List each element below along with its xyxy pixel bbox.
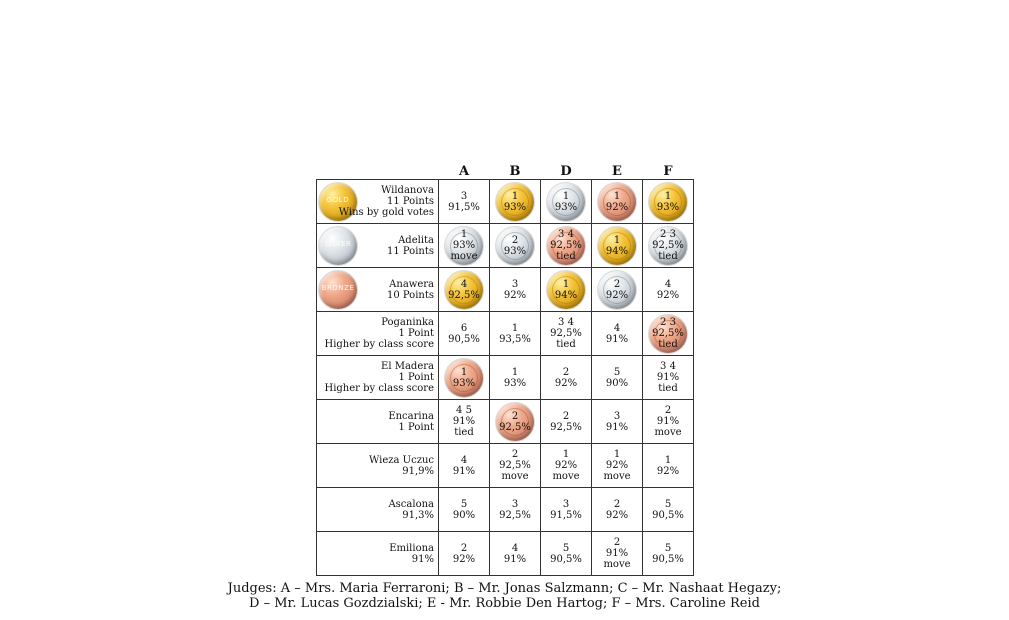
score-percent: 93% (503, 377, 527, 389)
score-percent: 91,5% (448, 201, 480, 213)
placing: 1 (613, 190, 621, 202)
score-lines (490, 191, 540, 213)
horse-note: 1 Point (398, 328, 434, 339)
score-percent: 92% (503, 289, 527, 301)
horse-row (317, 268, 694, 312)
score-percent: 92% (554, 377, 578, 389)
score-cell (490, 532, 541, 576)
horse-name-lines (317, 499, 434, 521)
score-lines (490, 367, 540, 389)
placing: 1 (562, 449, 570, 460)
score-lines (490, 499, 540, 521)
score-lines (541, 317, 591, 350)
judge-column-header: D (560, 164, 572, 179)
horse-note: Higher by class score (324, 339, 434, 350)
score-cell (439, 312, 490, 356)
score-cell (541, 488, 592, 532)
score-lines (541, 229, 591, 262)
placing: 2 (613, 498, 621, 510)
placing: 2 (562, 410, 570, 422)
score-percent: 93,5% (499, 333, 531, 345)
placing: 3 (460, 190, 468, 202)
horse-row (317, 400, 694, 444)
judges-line-2: D – Mr. Lucas Gozdzialski; E - Mr. Robbie Den Hartog; F – Mrs. Caroline Reid (249, 596, 760, 611)
score-percent: 91% (452, 416, 476, 427)
horse-note: 1 Point (398, 421, 434, 433)
placing: 3 (511, 498, 519, 510)
horse-note: 11 Points (386, 196, 434, 207)
score-note: move (501, 471, 529, 482)
horse-row (317, 488, 694, 532)
score-note: tied (658, 383, 678, 394)
score-lines (592, 279, 642, 301)
placing: 4 5 (456, 405, 472, 416)
placing: 5 (664, 542, 672, 554)
results-body (317, 180, 694, 576)
horse-name-lines (317, 317, 434, 350)
score-cell (439, 356, 490, 400)
score-lines (490, 543, 540, 565)
score-lines (439, 543, 489, 565)
horse-name-cell (317, 224, 439, 268)
score-cell (541, 312, 592, 356)
score-cell (490, 488, 541, 532)
placing: 2 3 (660, 317, 676, 328)
placing: 4 (613, 322, 621, 334)
score-lines (439, 405, 489, 438)
score-percent: 90,5% (448, 333, 480, 345)
score-cell (592, 532, 643, 576)
placing: 2 (562, 366, 570, 378)
score-cell (541, 444, 592, 488)
score-lines (439, 499, 489, 521)
score-cell (592, 400, 643, 444)
placing: 2 (511, 449, 519, 460)
score-cell (541, 224, 592, 268)
score-cell (643, 268, 694, 312)
placing: 1 (460, 229, 468, 240)
horse-name: Ascalona (388, 498, 434, 510)
horse-row (317, 532, 694, 576)
score-percent: 92% (554, 460, 578, 471)
placing: 5 (613, 366, 621, 378)
placing: 3 4 (558, 317, 574, 328)
horse-row (317, 224, 694, 268)
horse-name-cell (317, 532, 439, 576)
score-percent: 90% (452, 509, 476, 521)
score-percent: 92,5% (652, 328, 684, 339)
score-cell (643, 180, 694, 224)
score-lines (541, 191, 591, 213)
score-percent: 93% (503, 245, 527, 257)
placing: 5 (562, 542, 570, 554)
judge-column-header: F (663, 164, 673, 179)
results-table (316, 160, 694, 576)
score-cell (541, 400, 592, 444)
horse-row (317, 444, 694, 488)
placing: 2 3 (660, 229, 676, 240)
placing: 2 (511, 234, 519, 246)
score-percent: 93% (503, 201, 527, 213)
score-percent: 92,5% (499, 509, 531, 521)
score-cell (643, 444, 694, 488)
score-cell (592, 224, 643, 268)
score-cell (643, 312, 694, 356)
horse-note: 10 Points (386, 289, 434, 301)
score-percent: 92,5% (550, 328, 582, 339)
score-lines (592, 537, 642, 570)
placing: 2 (460, 542, 468, 554)
score-cell (541, 180, 592, 224)
horse-name: Encarina (388, 410, 434, 422)
score-cell (592, 268, 643, 312)
placing: 4 (664, 278, 672, 290)
score-cell (490, 180, 541, 224)
score-cell (439, 400, 490, 444)
horse-name-lines (317, 235, 434, 257)
score-percent: 92,5% (652, 240, 684, 251)
score-cell (643, 400, 694, 444)
score-percent: 93% (452, 240, 476, 251)
placing: 4 (460, 454, 468, 466)
placing: 5 (664, 498, 672, 510)
horse-name-lines (317, 361, 434, 394)
header-spacer (317, 160, 439, 180)
score-lines (592, 323, 642, 345)
placing: 6 (460, 322, 468, 334)
score-lines (592, 191, 642, 213)
score-percent: 92% (605, 289, 629, 301)
score-cell (439, 268, 490, 312)
horse-name: Wieza Uczuc (369, 454, 434, 466)
score-lines (541, 411, 591, 433)
score-percent: 93% (554, 201, 578, 213)
score-percent: 91% (605, 333, 629, 345)
score-lines (541, 279, 591, 301)
score-note: move (603, 559, 631, 570)
score-cell (592, 356, 643, 400)
horse-row (317, 180, 694, 224)
score-percent: 90,5% (550, 553, 582, 565)
placing: 2 (613, 278, 621, 290)
score-lines (490, 411, 540, 433)
score-cell (439, 532, 490, 576)
placing: 3 (613, 410, 621, 422)
placing: 3 (511, 278, 519, 290)
score-percent: 91% (452, 465, 476, 477)
horse-row (317, 356, 694, 400)
score-note: tied (658, 251, 678, 262)
horse-note: 91,9% (402, 465, 434, 477)
medal-text: SILVER (324, 239, 352, 248)
score-percent: 92,5% (550, 421, 582, 433)
score-cell (643, 488, 694, 532)
score-cell (541, 268, 592, 312)
score-lines (592, 499, 642, 521)
placing: 2 (613, 537, 621, 548)
medal-text: GOLD (326, 195, 350, 204)
placing: 4 (460, 278, 468, 290)
score-percent: 92,5% (448, 289, 480, 301)
score-percent: 90% (605, 377, 629, 389)
horse-name: El Madera (381, 361, 434, 372)
placing: 1 (664, 454, 672, 466)
score-note: move (654, 427, 682, 438)
score-cell (439, 180, 490, 224)
judge-column-header: A (458, 164, 470, 179)
score-lines (592, 411, 642, 433)
score-percent: 91,5% (550, 509, 582, 521)
score-percent: 90,5% (652, 553, 684, 565)
placing: 2 (511, 410, 519, 422)
score-percent: 91% (605, 421, 629, 433)
score-cell (490, 224, 541, 268)
score-lines (643, 317, 693, 350)
judge-header-row (317, 160, 694, 180)
horse-name-lines (317, 543, 434, 565)
score-cell (439, 444, 490, 488)
horse-name-lines (317, 411, 434, 433)
placing: 1 (511, 366, 519, 378)
placing: 1 (511, 190, 519, 202)
score-lines (643, 499, 693, 521)
score-lines (439, 229, 489, 262)
score-percent: 91% (656, 372, 680, 383)
score-cell (643, 532, 694, 576)
horse-name: Wildanova (381, 185, 434, 196)
horse-name: Adelita (398, 234, 434, 246)
score-note: move (450, 251, 478, 262)
score-percent: 93% (656, 201, 680, 213)
results-table-container (316, 160, 694, 576)
score-lines (643, 543, 693, 565)
score-lines (643, 191, 693, 213)
horse-note: 11 Points (386, 245, 434, 257)
judge-column-header: E (612, 164, 622, 179)
score-lines (439, 367, 489, 389)
medal-text: BRONZE (321, 283, 355, 292)
score-lines (592, 235, 642, 257)
score-percent: 90,5% (652, 509, 684, 521)
score-cell (643, 356, 694, 400)
score-lines (643, 279, 693, 301)
placing: 5 (460, 498, 468, 510)
placing: 4 (511, 542, 519, 554)
horse-name: Emiliona (389, 542, 434, 554)
score-percent: 91% (503, 553, 527, 565)
score-cell (490, 444, 541, 488)
score-percent: 92,5% (550, 240, 582, 251)
placing: 3 4 (558, 229, 574, 240)
score-cell (592, 488, 643, 532)
horse-name: Poganinka (381, 317, 434, 328)
score-percent: 92% (656, 465, 680, 477)
score-lines (541, 543, 591, 565)
horse-note: Higher by class score (324, 383, 434, 394)
judges-line-1: Judges: A – Mrs. Maria Ferraroni; B – Mr. Jonas Salzmann; C – Mr. Nashaat Hegazy; (227, 581, 782, 596)
placing: 1 (664, 190, 672, 202)
score-note: tied (556, 339, 576, 350)
score-lines (541, 367, 591, 389)
score-lines (541, 499, 591, 521)
score-percent: 92,5% (499, 421, 531, 433)
score-percent: 94% (554, 289, 578, 301)
placing: 1 (562, 278, 570, 290)
placing: 3 4 (660, 361, 676, 372)
horse-name-cell (317, 180, 439, 224)
placing: 1 (613, 449, 621, 460)
horse-name-cell (317, 400, 439, 444)
score-cell (592, 444, 643, 488)
horse-name: Anawera (389, 278, 434, 290)
horse-name-lines (317, 279, 434, 301)
score-percent: 91% (605, 548, 629, 559)
horse-name-cell (317, 356, 439, 400)
score-percent: 93% (452, 377, 476, 389)
placing: 1 (460, 366, 468, 378)
score-cell (439, 488, 490, 532)
score-lines (439, 323, 489, 345)
score-cell (592, 180, 643, 224)
horse-row (317, 312, 694, 356)
horse-note: 91,3% (402, 509, 434, 521)
score-lines (643, 229, 693, 262)
score-lines (439, 455, 489, 477)
score-lines (439, 191, 489, 213)
judges-legend (0, 581, 1009, 611)
score-lines (592, 367, 642, 389)
placing: 2 (664, 405, 672, 416)
score-lines (490, 449, 540, 482)
horse-name-cell (317, 312, 439, 356)
score-percent: 92% (605, 460, 629, 471)
score-cell (592, 312, 643, 356)
score-percent: 92% (452, 553, 476, 565)
horse-name-cell (317, 268, 439, 312)
score-lines (439, 279, 489, 301)
score-cell (541, 532, 592, 576)
score-cell (643, 224, 694, 268)
score-cell (490, 356, 541, 400)
score-lines (592, 449, 642, 482)
horse-note: Wins by gold votes (338, 207, 434, 218)
horse-name-lines (317, 185, 434, 218)
horse-name-cell (317, 444, 439, 488)
score-cell (490, 312, 541, 356)
score-cell (490, 400, 541, 444)
placing: 3 (562, 498, 570, 510)
score-percent: 91% (656, 416, 680, 427)
horse-name-lines (317, 455, 434, 477)
score-cell (439, 224, 490, 268)
score-lines (490, 323, 540, 345)
placing: 1 (613, 234, 621, 246)
score-note: tied (658, 339, 678, 350)
score-percent: 92% (605, 201, 629, 213)
score-note: move (603, 471, 631, 482)
score-lines (490, 235, 540, 257)
score-lines (490, 279, 540, 301)
horse-name-cell (317, 488, 439, 532)
score-note: tied (454, 427, 474, 438)
score-note: move (552, 471, 580, 482)
placing: 1 (562, 190, 570, 202)
score-percent: 92% (605, 509, 629, 521)
placing: 1 (511, 322, 519, 334)
score-lines (541, 449, 591, 482)
score-lines (643, 405, 693, 438)
score-note: tied (556, 251, 576, 262)
score-lines (643, 455, 693, 477)
score-lines (643, 361, 693, 394)
score-percent: 92% (656, 289, 680, 301)
score-cell (541, 356, 592, 400)
horse-note: 1 Point (398, 372, 434, 383)
score-percent: 92,5% (499, 460, 531, 471)
score-cell (490, 268, 541, 312)
score-percent: 94% (605, 245, 629, 257)
horse-note: 91% (411, 553, 434, 565)
judge-column-header: B (509, 164, 521, 179)
